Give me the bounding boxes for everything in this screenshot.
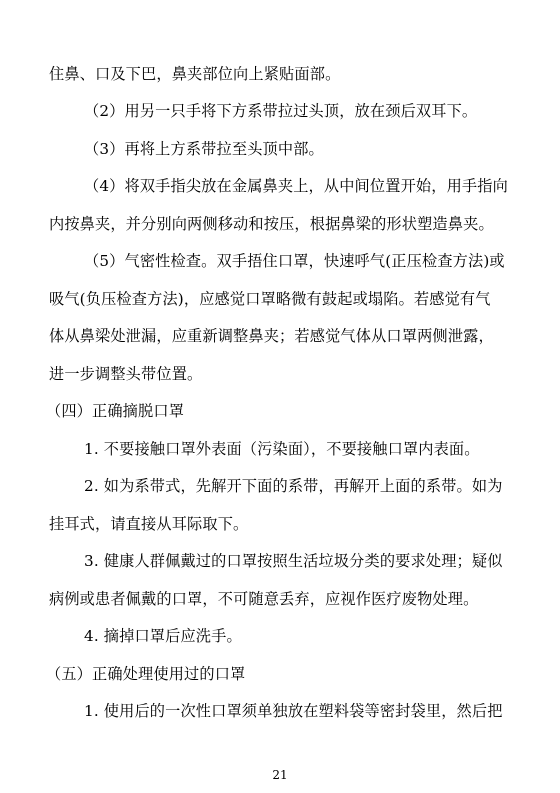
text-line: （5）气密性检查。双手捂住口罩，快速呼气(正压检查方法)或 — [84, 252, 505, 270]
text-line: 2. 如为系带式，先解开下面的系带，再解开上面的系带。如为 — [84, 477, 503, 495]
text-line: 挂耳式，请直接从耳际取下。 — [49, 515, 249, 533]
section-heading: （四）正确摘脱口罩 — [46, 402, 185, 420]
text-line: 进一步调整头带位置。 — [49, 365, 203, 383]
text-line: （4）将双手指尖放在金属鼻夹上，从中间位置开始，用手指向 — [84, 177, 508, 195]
text-line: 1. 使用后的一次性口罩须单独放在塑料袋等密封袋里，然后把 — [84, 702, 503, 720]
text-line: 吸气(负压检查方法)，应感觉口罩略微有鼓起或塌陷。若感觉有气 — [49, 290, 491, 308]
text-line: 4. 摘掉口罩后应洗手。 — [84, 627, 242, 645]
text-line: 1. 不要接触口罩外表面（污染面），不要接触口罩内表面。 — [84, 440, 480, 458]
text-line: （3）再将上方系带拉至头顶中部。 — [84, 140, 324, 158]
text-line: 体从鼻梁处泄漏，应重新调整鼻夹；若感觉气体从口罩两侧泄露， — [49, 327, 494, 345]
text-line: （2）用另一只手将下方系带拉过头顶，放在颈后双耳下。 — [84, 102, 478, 120]
text-line: 住鼻、口及下巴，鼻夹部位向上紧贴面部。 — [49, 65, 341, 83]
section-heading: （五）正确处理使用过的口罩 — [46, 665, 246, 683]
page-number: 21 — [272, 768, 288, 782]
text-line: 内按鼻夹，并分别向两侧移动和按压，根据鼻梁的形状塑造鼻夹。 — [49, 215, 494, 233]
text-line: 病例或患者佩戴的口罩，不可随意丢弃，应视作医疗废物处理。 — [49, 590, 479, 608]
text-line: 3. 健康人群佩戴过的口罩按照生活垃圾分类的要求处理；疑似 — [84, 552, 503, 570]
